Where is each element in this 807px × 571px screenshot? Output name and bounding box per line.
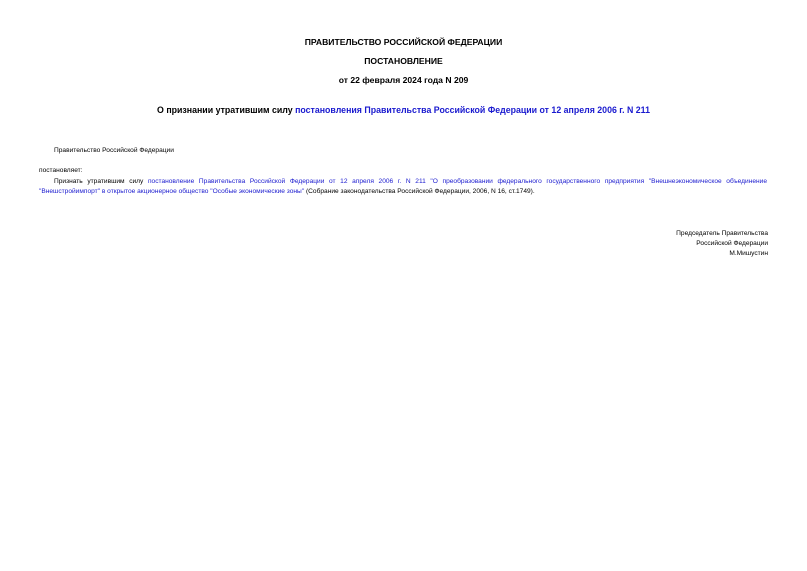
paragraph-1-prefix: Признать утратившим силу bbox=[54, 178, 148, 185]
paragraph-1-suffix: (Собрание законодательства Российской Федерации, 2006, N 16, ст.1749). bbox=[304, 188, 535, 195]
signature-block bbox=[676, 229, 768, 259]
document-type-heading: ПОСТАНОВЛЕНИЕ bbox=[364, 56, 443, 66]
signature-position-line-2: Российской Федерации bbox=[696, 240, 768, 247]
date-number-heading: от 22 февраля 2024 года N 209 bbox=[338, 75, 469, 85]
government-heading: ПРАВИТЕЛЬСТВО РОССИЙСКОЙ ФЕДЕРАЦИИ bbox=[304, 37, 503, 47]
paragraph-1-link[interactable]: постановление Правительства Российской Федерации от 12 апреля 2006 г. N 211 "О преобразовании федерального государственного предприятия "Внешнеэкономическое объединение "Внешстройимпорт" в открытое акционерное общество "Особые экономические зоны" bbox=[39, 178, 767, 195]
paragraph-1 bbox=[39, 177, 767, 197]
title-link[interactable]: постановления Правительства Российской Федерации от 12 апреля 2006 г. N 211 bbox=[295, 105, 650, 115]
issuer-text: Правительство Российской Федерации bbox=[54, 147, 174, 154]
title-prefix: О признании утратившим силу bbox=[157, 105, 296, 115]
signature-name: М.Мишустин bbox=[729, 250, 768, 257]
signature-position-line-1: Председатель Правительства bbox=[676, 230, 768, 237]
document-title bbox=[0, 105, 807, 115]
decrees-text: постановляет: bbox=[39, 167, 83, 174]
